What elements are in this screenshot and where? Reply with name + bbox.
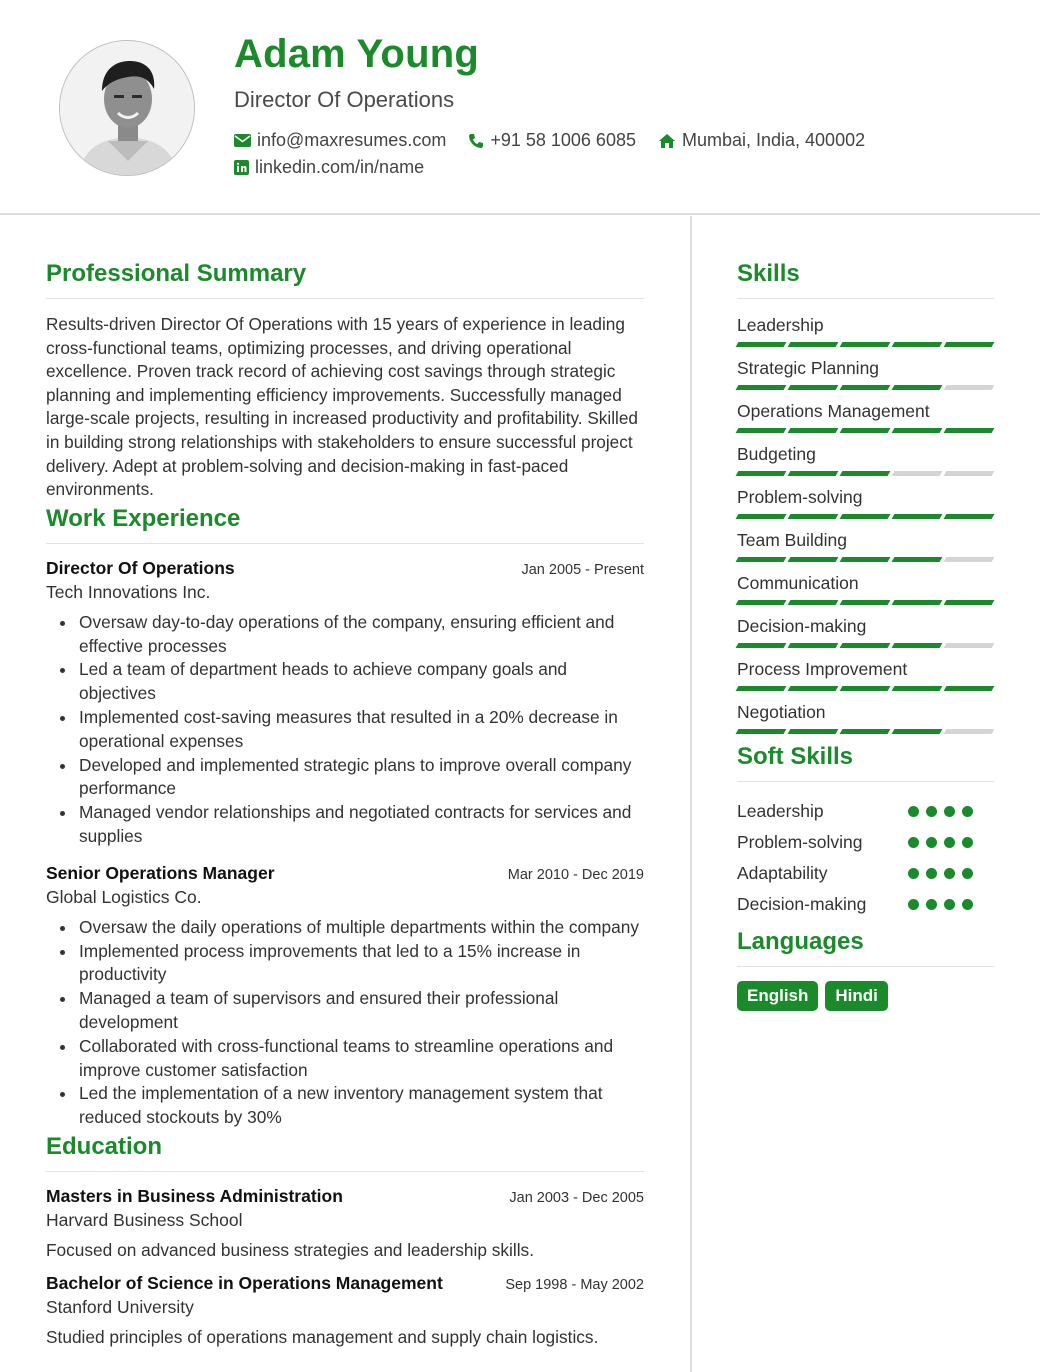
- soft-skill-rating: [908, 806, 973, 817]
- list-item: Collaborated with cross-functional teams to streamline operations and improve customer satisfaction: [46, 1035, 644, 1083]
- skill-level-bar: [737, 385, 994, 390]
- contact-linkedin[interactable]: [234, 157, 424, 178]
- job-bullets: [46, 916, 644, 1130]
- rating-dot: [944, 868, 955, 879]
- skill-level-segment: [788, 557, 839, 562]
- skill-level-segment: [944, 471, 995, 476]
- skill-level-segment: [944, 557, 995, 562]
- skill-item: [737, 485, 994, 519]
- language-badge: Hindi: [825, 981, 888, 1011]
- skill-level-segment: [840, 686, 891, 691]
- skill-level-segment: [944, 342, 995, 347]
- contact-row: [234, 157, 446, 178]
- contact-location: [658, 130, 865, 151]
- candidate-title: Director Of Operations: [234, 87, 455, 112]
- contact-row: [234, 130, 887, 151]
- rating-dot: [926, 806, 937, 817]
- skill-level-segment: [892, 471, 943, 476]
- rating-dot: [944, 806, 955, 817]
- list-item: Oversaw day-to-day operations of the company, ensuring efficient and effective processes: [46, 611, 644, 659]
- job-company: Global Logistics Co.: [46, 886, 202, 907]
- soft-skill-name: Decision-making: [737, 894, 867, 914]
- rating-dot: [944, 899, 955, 910]
- list-item: Managed vendor relationships and negotiated contracts for services and supplies: [46, 801, 644, 849]
- school-name: Stanford University: [46, 1296, 194, 1317]
- list-item: Oversaw the daily operations of multiple departments within the company: [46, 916, 644, 940]
- skill-level-segment: [944, 729, 995, 734]
- sidebar-column: [737, 258, 994, 1011]
- skill-item: [737, 528, 994, 562]
- list-item: Led the implementation of a new inventory management system that reduced stockouts by 30%: [46, 1082, 644, 1130]
- skill-name: Communication: [737, 573, 859, 593]
- skill-level-segment: [788, 342, 839, 347]
- skill-level-segment: [944, 514, 995, 519]
- skills-heading: Skills: [737, 258, 994, 299]
- skill-level-segment: [944, 686, 995, 691]
- rating-dot: [908, 899, 919, 910]
- skill-level-segment: [736, 600, 787, 605]
- skill-item: [737, 313, 994, 347]
- education-date: Jan 2003 - Dec 2005: [509, 1189, 644, 1206]
- degree-title: Bachelor of Science in Operations Management: [46, 1272, 443, 1293]
- skill-level-segment: [944, 428, 995, 433]
- skill-level-segment: [944, 643, 995, 648]
- skill-level-bar: [737, 342, 994, 347]
- skill-level-segment: [736, 428, 787, 433]
- soft-skill-item: [737, 827, 994, 858]
- soft-skill-item: [737, 889, 994, 920]
- skill-level-segment: [788, 385, 839, 390]
- skill-level-bar: [737, 514, 994, 519]
- skill-item: [737, 571, 994, 605]
- soft-skill-name: Leadership: [737, 801, 824, 821]
- rating-dot: [962, 899, 973, 910]
- job-company: Tech Innovations Inc.: [46, 581, 211, 602]
- skill-level-segment: [892, 600, 943, 605]
- skill-level-segment: [736, 729, 787, 734]
- skill-level-segment: [892, 342, 943, 347]
- job-entry: [46, 558, 644, 849]
- job-title: Director Of Operations: [46, 557, 235, 578]
- skill-level-segment: [892, 385, 943, 390]
- skill-level-segment: [840, 342, 891, 347]
- profile-photo: [59, 40, 195, 176]
- skill-level-segment: [788, 729, 839, 734]
- education-description: Studied principles of operations management and supply chain logistics.: [46, 1326, 599, 1347]
- contact-email[interactable]: [234, 130, 446, 151]
- phone-icon: [468, 133, 484, 149]
- list-item: Managed a team of supervisors and ensured their professional development: [46, 987, 644, 1035]
- job-bullets: [46, 611, 644, 849]
- soft-skills-list: [737, 796, 994, 920]
- soft-skill-item: [737, 796, 994, 827]
- skill-level-segment: [892, 428, 943, 433]
- linkedin-text: linkedin.com/in/name: [255, 157, 425, 177]
- degree-title: Masters in Business Administration: [46, 1185, 343, 1206]
- soft-skills-heading: Soft Skills: [737, 741, 994, 782]
- main-column: [46, 258, 644, 1348]
- skill-name: Budgeting: [737, 444, 816, 464]
- column-divider: [690, 216, 692, 1372]
- rating-dot: [908, 837, 919, 848]
- skill-level-bar: [737, 428, 994, 433]
- skill-name: Problem-solving: [737, 487, 863, 507]
- skill-name: Negotiation: [737, 702, 826, 722]
- languages-heading: Languages: [737, 926, 994, 967]
- skill-name: Process Improvement: [737, 659, 908, 679]
- rating-dot: [926, 899, 937, 910]
- list-item: Implemented cost-saving measures that resulted in a 20% decrease in operational expenses: [46, 706, 644, 754]
- skill-level-segment: [788, 514, 839, 519]
- skill-level-segment: [788, 428, 839, 433]
- soft-skill-rating: [908, 837, 973, 848]
- education-entry: [46, 1186, 644, 1261]
- rating-dot: [908, 868, 919, 879]
- skill-level-segment: [840, 600, 891, 605]
- education-heading: Education: [46, 1131, 644, 1172]
- skill-level-segment: [892, 686, 943, 691]
- skill-level-bar: [737, 643, 994, 648]
- education-description: Focused on advanced business strategies and leadership skills.: [46, 1239, 535, 1260]
- soft-skill-rating: [908, 899, 973, 910]
- skill-level-segment: [788, 600, 839, 605]
- skill-level-segment: [736, 686, 787, 691]
- skill-level-segment: [840, 557, 891, 562]
- skill-level-segment: [840, 428, 891, 433]
- skill-level-segment: [892, 514, 943, 519]
- rating-dot: [926, 868, 937, 879]
- skill-level-segment: [736, 557, 787, 562]
- skill-name: Decision-making: [737, 616, 867, 636]
- job-entry: [46, 863, 644, 1130]
- skill-level-segment: [736, 342, 787, 347]
- experience-heading: Work Experience: [46, 503, 644, 544]
- skill-level-segment: [840, 729, 891, 734]
- skill-item: [737, 442, 994, 476]
- soft-skill-name: Adaptability: [737, 863, 828, 883]
- skill-level-bar: [737, 471, 994, 476]
- summary-text: Results-driven Director Of Operations with 15 years of experience in leading cross-functional teams, optimizing processes, and driving operational excellence. Proven track record of achieving cost savings through strategic planning and implementing efficiency improvements. Successfully managed large-scale projects, resulting in increased productivity and profitability. Skilled in building strong relationships with stakeholders to ensure successful project delivery. Adept at problem-solving and decision-making in fast-paced environments.: [46, 314, 638, 500]
- contact-phone[interactable]: [468, 130, 636, 151]
- skill-level-segment: [892, 557, 943, 562]
- skill-level-segment: [788, 471, 839, 476]
- skill-level-segment: [840, 471, 891, 476]
- skill-level-segment: [892, 643, 943, 648]
- skill-level-bar: [737, 557, 994, 562]
- skill-level-segment: [840, 385, 891, 390]
- skill-level-segment: [788, 686, 839, 691]
- job-date: Jan 2005 - Present: [521, 561, 644, 578]
- home-icon: [658, 133, 676, 149]
- skill-level-segment: [736, 643, 787, 648]
- skill-level-segment: [840, 643, 891, 648]
- rating-dot: [908, 806, 919, 817]
- skill-item: [737, 399, 994, 433]
- skill-level-bar: [737, 686, 994, 691]
- list-item: Implemented process improvements that led to a 15% increase in productivity: [46, 940, 644, 988]
- skill-name: Leadership: [737, 315, 824, 335]
- skills-list: [737, 313, 994, 734]
- skill-level-segment: [788, 643, 839, 648]
- rating-dot: [944, 837, 955, 848]
- school-name: Harvard Business School: [46, 1209, 243, 1230]
- soft-skill-name: Problem-solving: [737, 832, 863, 852]
- rating-dot: [962, 868, 973, 879]
- linkedin-icon: [234, 160, 249, 175]
- skill-level-segment: [736, 471, 787, 476]
- skill-level-segment: [840, 514, 891, 519]
- education-entry: [46, 1273, 644, 1348]
- skill-level-bar: [737, 600, 994, 605]
- skill-level-bar: [737, 729, 994, 734]
- avatar-icon: [60, 41, 195, 176]
- skill-level-segment: [944, 385, 995, 390]
- envelope-icon: [234, 134, 251, 147]
- skill-name: Team Building: [737, 530, 847, 550]
- skill-item: [737, 700, 994, 734]
- skill-level-segment: [892, 729, 943, 734]
- job-title: Senior Operations Manager: [46, 862, 275, 883]
- location-text: Mumbai, India, 400002: [681, 130, 866, 150]
- list-item: Developed and implemented strategic plans to improve overall company performance: [46, 754, 644, 802]
- phone-text: +91 58 1006 6085: [490, 130, 636, 150]
- list-item: Led a team of department heads to achieve company goals and objectives: [46, 658, 644, 706]
- education-date: Sep 1998 - May 2002: [505, 1276, 644, 1293]
- email-text: info@maxresumes.com: [257, 130, 447, 150]
- skill-level-segment: [736, 514, 787, 519]
- summary-heading: Professional Summary: [46, 258, 644, 299]
- language-badge: English: [737, 981, 818, 1011]
- resume-header: [0, 0, 1040, 215]
- rating-dot: [926, 837, 937, 848]
- skill-item: [737, 614, 994, 648]
- soft-skill-item: [737, 858, 994, 889]
- soft-skill-rating: [908, 868, 973, 879]
- languages-list: [737, 981, 994, 1011]
- skill-name: Operations Management: [737, 401, 930, 421]
- skill-level-segment: [736, 385, 787, 390]
- skill-name: Strategic Planning: [737, 358, 880, 378]
- skill-level-segment: [944, 600, 995, 605]
- rating-dot: [962, 837, 973, 848]
- skill-item: [737, 657, 994, 691]
- job-date: Mar 2010 - Dec 2019: [507, 866, 644, 883]
- rating-dot: [962, 806, 973, 817]
- skill-item: [737, 356, 994, 390]
- candidate-name: Adam Young: [234, 32, 479, 76]
